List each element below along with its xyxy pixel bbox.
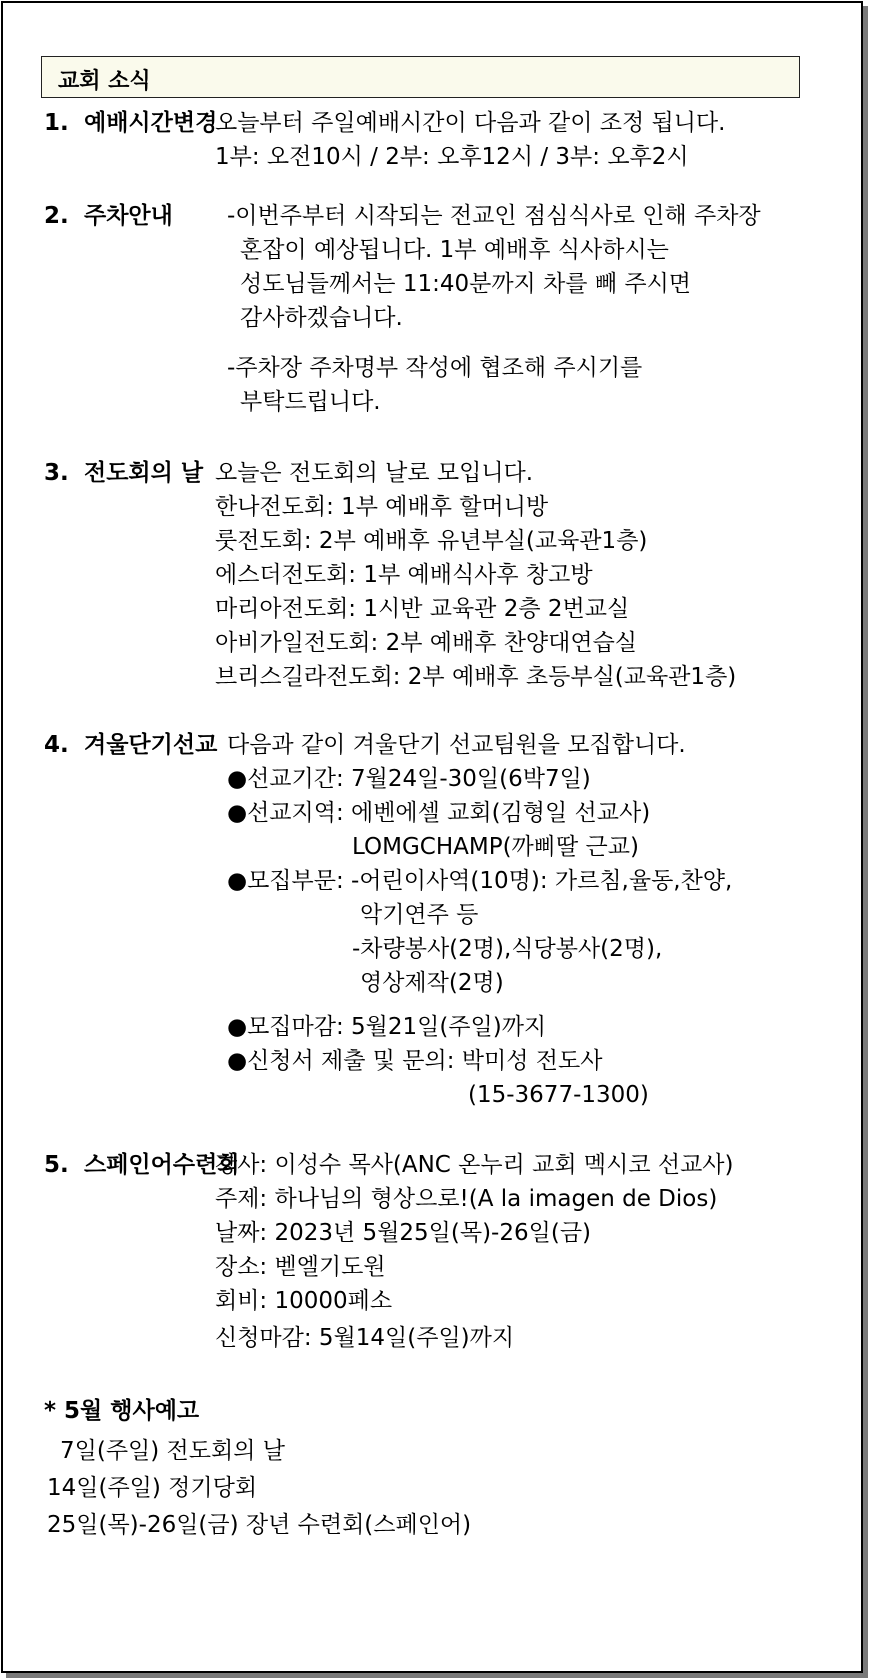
text-line xyxy=(0,385,869,419)
item-text: 날짜: 2023년 5월25일(목)-26일(금) xyxy=(215,1220,592,1246)
item-text: 룻전도회: 2부 예배후 유년부실(교육관1층) xyxy=(215,528,648,554)
item-text: LOMGCHAMP(까삐딸 근교) xyxy=(352,834,639,860)
text-line xyxy=(0,1250,869,1284)
item-number: 2. xyxy=(44,203,69,229)
item-text: 악기연주 등 xyxy=(360,902,479,928)
text-line xyxy=(0,932,869,966)
text-line xyxy=(0,233,869,267)
text-line xyxy=(0,1216,869,1250)
text-line xyxy=(0,1434,869,1468)
text-line xyxy=(0,1078,869,1112)
item-text: 영상제작(2명) xyxy=(360,970,504,996)
item-text: 신청마감: 5월14일(주일)까지 xyxy=(215,1325,515,1351)
schedule-item: 14일(주일) 정기당회 xyxy=(47,1475,258,1501)
schedule-title-row xyxy=(0,1394,869,1428)
item-number: 5. xyxy=(44,1152,69,1178)
item-text: 오늘부터 주일예배시간이 다음과 같이 조정 됩니다. xyxy=(215,110,726,136)
item-text: (15-3677-1300) xyxy=(468,1082,649,1108)
item-text: -이번주부터 시작되는 전교인 점심식사로 인해 주차장 xyxy=(227,203,761,229)
item-2-row xyxy=(0,199,869,233)
schedule-title: * 5월 행사예고 xyxy=(44,1398,200,1424)
text-line xyxy=(0,140,869,174)
item-label: 전도회의 날 xyxy=(84,460,204,486)
schedule-item: 7일(주일) 전도회의 날 xyxy=(60,1438,285,1464)
text-line xyxy=(0,796,869,830)
text-line xyxy=(0,1284,869,1318)
text-line xyxy=(0,592,869,626)
item-text: -주차장 주차명부 작성에 협조해 주시기를 xyxy=(227,355,643,381)
text-line xyxy=(0,267,869,301)
text-line xyxy=(0,1010,869,1044)
item-text: ●신청서 제출 및 문의: 박미성 전도사 xyxy=(227,1048,603,1074)
item-number: 1. xyxy=(44,110,69,136)
item-text: 부탁드립니다. xyxy=(240,389,381,415)
item-text: 1부: 오전10시 / 2부: 오후12시 / 3부: 오후2시 xyxy=(215,144,689,170)
item-text: 한나전도회: 1부 예배후 할머니방 xyxy=(215,494,549,520)
item-text: 회비: 10000페소 xyxy=(215,1288,393,1314)
item-text: ●모집마감: 5월21일(주일)까지 xyxy=(227,1014,547,1040)
item-label: 스페인어수련회 xyxy=(84,1152,240,1178)
item-label: 겨울단기선교 xyxy=(84,732,218,758)
item-number: 4. xyxy=(44,732,69,758)
item-text: 오늘은 전도회의 날로 모입니다. xyxy=(215,460,534,486)
item-text: 장소: 벧엘기도원 xyxy=(215,1254,386,1280)
item-text: ●선교기간: 7월24일-30일(6박7일) xyxy=(227,766,591,792)
text-line xyxy=(0,301,869,335)
item-5-row xyxy=(0,1148,869,1182)
item-text: ●모집부문: -어린이사역(10명): 가르침,율동,찬양, xyxy=(227,868,733,894)
item-1-row xyxy=(0,106,869,140)
item-text: -차량봉사(2명),식당봉사(2명), xyxy=(352,936,663,962)
item-label: 주차안내 xyxy=(84,203,173,229)
text-line xyxy=(0,1471,869,1505)
text-line xyxy=(0,626,869,660)
item-text: 주제: 하나님의 형상으로!(A la imagen de Dios) xyxy=(215,1186,718,1212)
section-header xyxy=(41,56,800,98)
page-title: 교회 소식 xyxy=(58,69,151,94)
item-text: 성도님들께서는 11:40분까지 차를 빼 주시면 xyxy=(240,271,692,297)
text-line xyxy=(0,1182,869,1216)
schedule-item: 25일(목)-26일(금) 장년 수련회(스페인어) xyxy=(47,1512,472,1538)
item-number: 3. xyxy=(44,460,69,486)
text-line xyxy=(0,898,869,932)
text-line xyxy=(0,558,869,592)
text-line xyxy=(0,1321,869,1355)
text-line xyxy=(0,1044,869,1078)
text-line xyxy=(0,351,869,385)
text-line xyxy=(0,830,869,864)
item-4-row xyxy=(0,728,869,762)
text-line xyxy=(0,1508,869,1542)
item-text: 아비가일전도회: 2부 예배후 찬양대연습실 xyxy=(215,630,638,656)
item-text: 다음과 같이 겨울단기 선교팀원을 모집합니다. xyxy=(227,732,686,758)
item-text: 강사: 이성수 목사(ANC 온누리 교회 멕시코 선교사) xyxy=(215,1152,734,1178)
text-line xyxy=(0,490,869,524)
item-text: ●선교지역: 에벤에셀 교회(김형일 선교사) xyxy=(227,800,651,826)
item-3-row xyxy=(0,456,869,490)
item-text: 마리아전도회: 1시반 교육관 2층 2번교실 xyxy=(215,596,630,622)
text-line xyxy=(0,660,869,694)
item-text: 브리스길라전도회: 2부 예배후 초등부실(교육관1층) xyxy=(215,664,737,690)
item-text: 감사하겠습니다. xyxy=(240,305,403,331)
item-text: 에스더전도회: 1부 예배식사후 창고방 xyxy=(215,562,593,588)
item-text: 혼잡이 예상됩니다. 1부 예배후 식사하시는 xyxy=(240,237,669,263)
item-label: 예배시간변경 xyxy=(84,110,218,136)
text-line xyxy=(0,966,869,1000)
text-line xyxy=(0,762,869,796)
text-line xyxy=(0,864,869,898)
text-line xyxy=(0,524,869,558)
